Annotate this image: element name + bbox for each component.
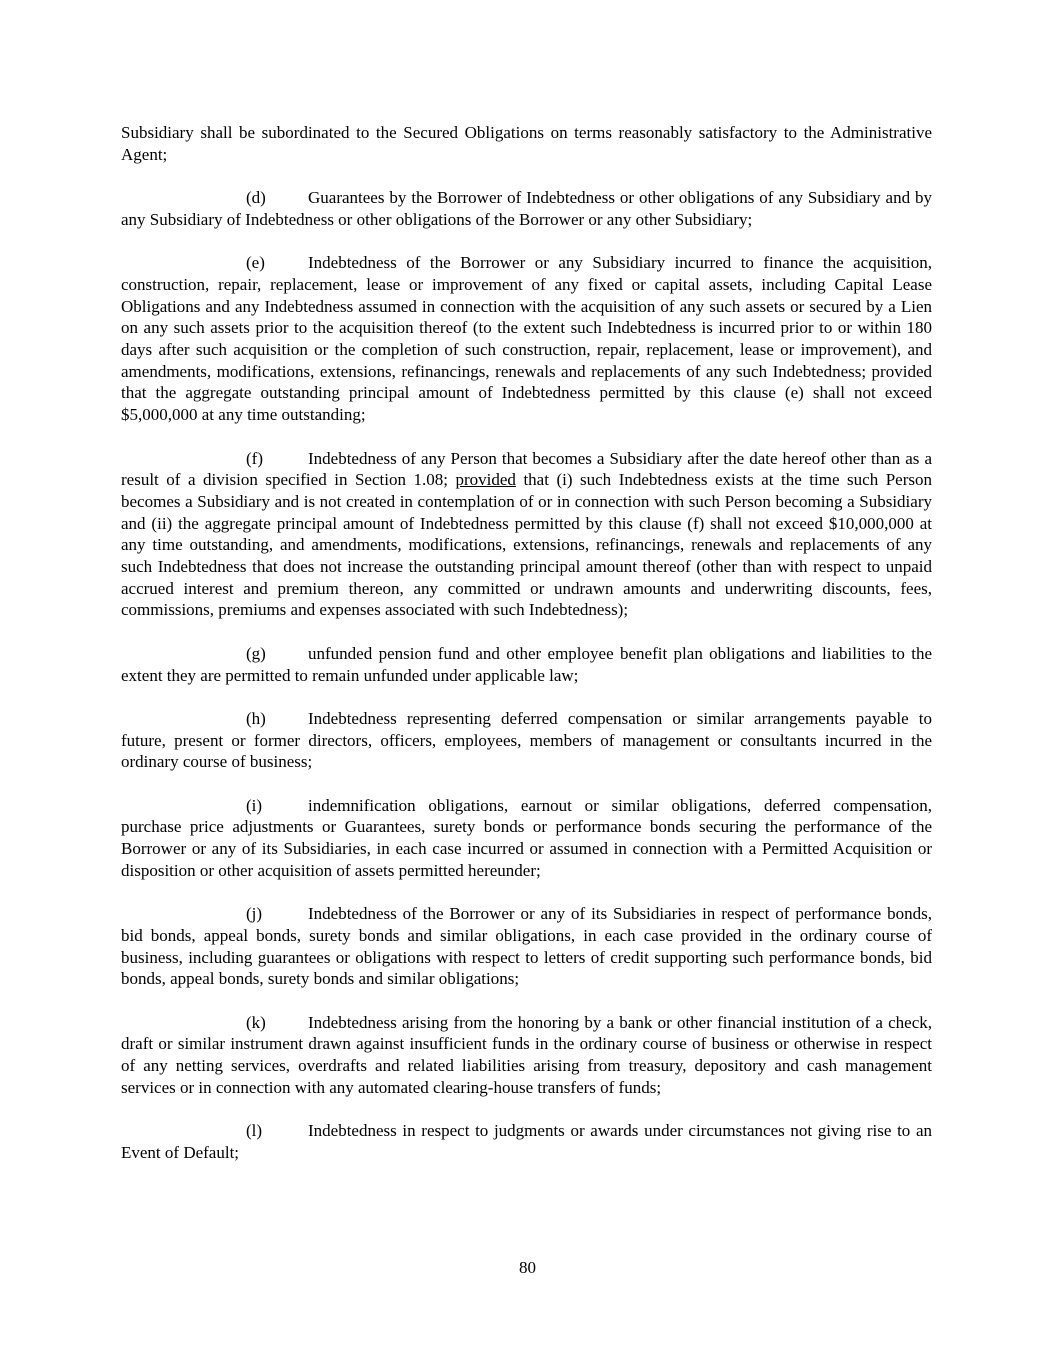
clause-f-underlined-term: provided [455, 470, 516, 490]
clause-e-label: (e) [246, 253, 265, 273]
clause-f-text-before: Indebtedness of any Person that becomes a Subsidiary after the date hereof other than as a result of a division specified in Section 1.08; [121, 448, 932, 490]
clause-h-label: (h) [246, 708, 266, 728]
clause-h-text: Indebtedness representing deferred compensation or similar arrangements payable to future, present or former directors, officers, employees, members of management or consultants incurred in the ordinary course of business; [121, 708, 932, 772]
clause-g [121, 643, 932, 686]
clause-j-text: Indebtedness of the Borrower or any of its Subsidiaries in respect of performance bonds, bid bonds, appeal bonds, surety bonds and similar obligations, in each case provided in the ordinary course of business, including guarantees or obligations with respect to letters of credit supporting such performance bonds, bid bonds, appeal bonds, surety bonds and similar obligations; [121, 904, 932, 989]
intro-paragraph: Subsidiary shall be subordinated to the Secured Obligations on terms reasonably satisfactory to the Administrative Agent; [121, 123, 932, 164]
clause-d [121, 187, 932, 230]
clause-f [121, 448, 932, 622]
clause-f-text-after: that (i) such Indebtedness exists at the time such Person becomes a Subsidiary and is not created in contemplation of or in connection with such Person becoming a Subsidiary and (ii) the aggregate principal amount of Indebtedness permitted by this clause (f) shall not exceed $10,000,000 at any time outstanding, and amendments, modifications, extensions, refinancings, renewals and replacements of any such Indebtedness that does not increase the outstanding principal amount thereof (other than with respect to unpaid accrued interest and premium thereon, any committed or undrawn amounts and underwriting discounts, fees, commissions, premiums and expenses associated with such Indebtedness); [121, 470, 932, 620]
clause-l-text: Indebtedness in respect to judgments or awards under circumstances not giving rise to an Event of Default; [121, 1121, 932, 1162]
clause-i-text: indemnification obligations, earnout or similar obligations, deferred compensation, purchase price adjustments or Guarantees, surety bonds or performance bonds securing the performance of the Borrower or any of its Subsidiaries, in each case incurred or assumed in connection with a Permitted Acquisition or disposition or other acquisition of assets permitted hereunder; [121, 795, 932, 880]
clause-l-label: (l) [246, 1121, 263, 1141]
clause-i [121, 795, 932, 882]
page-number: 80 [519, 1258, 536, 1277]
clause-j-label: (j) [246, 904, 263, 924]
clause-i-label: (i) [246, 795, 263, 815]
clause-l [121, 1120, 932, 1163]
clause-j [121, 903, 932, 990]
clause-e [121, 252, 932, 426]
clause-g-label: (g) [246, 643, 266, 663]
clause-e-text: Indebtedness of the Borrower or any Subsidiary incurred to finance the acquisition, construction, repair, replacement, lease or improvement of any fixed or capital assets, including Capital Lease Obligations and any Indebtedness assumed in connection with the acquisition of any such assets or secured by a Lien on any such assets prior to the acquisition thereof (to the extent such Indebtedness is incurred prior to or within 180 days after such acquisition or the completion of such construction, repair, replacement, lease or improvement), and amendments, modifications, extensions, refinancings, renewals and replacements of any such Indebtedness; provided that the aggregate outstanding principal amount of Indebtedness permitted by this clause (e) shall not exceed $5,000,000 at any time outstanding; [121, 253, 932, 425]
clause-f-label: (f) [246, 448, 263, 468]
clause-k-text: Indebtedness arising from the honoring by a bank or other financial institution of a check, draft or similar instrument drawn against insufficient funds in the ordinary course of business or otherwise in respect of any netting services, overdrafts and related liabilities arising from treasury, depository and cash management services or in connection with any automated clearing-house transfers of funds; [121, 1012, 932, 1097]
document-body [121, 122, 932, 1185]
clause-h [121, 708, 932, 773]
clause-d-text: Guarantees by the Borrower of Indebtedness or other obligations of any Subsidiary and by any Subsidiary of Indebtedness or other obligations of the Borrower or any other Subsidiary; [121, 188, 932, 229]
clause-k [121, 1012, 932, 1099]
clause-k-label: (k) [246, 1012, 266, 1032]
clause-d-label: (d) [246, 188, 266, 208]
clause-g-text: unfunded pension fund and other employee benefit plan obligations and liabilities to the extent they are permitted to remain unfunded under applicable law; [121, 643, 932, 685]
